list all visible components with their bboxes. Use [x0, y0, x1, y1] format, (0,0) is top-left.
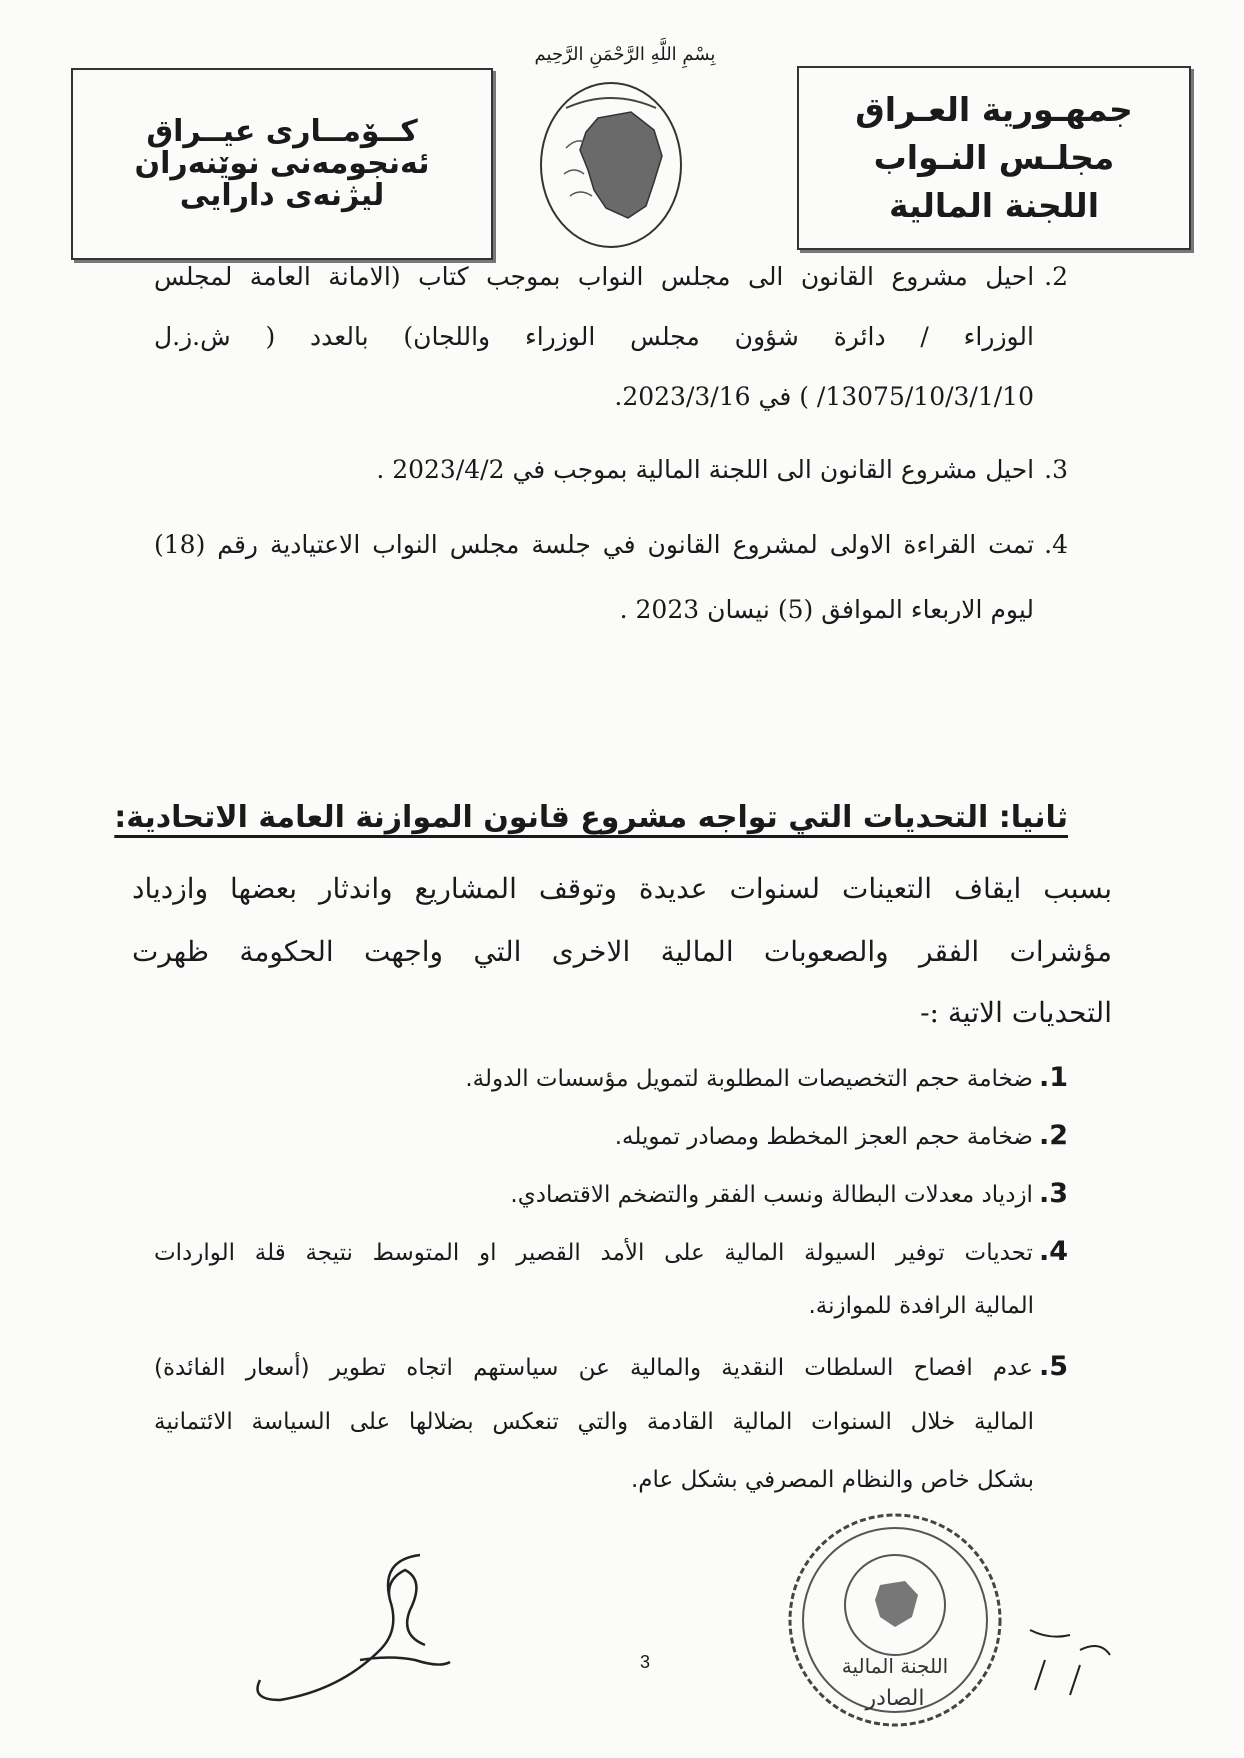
signature-left-icon — [240, 1540, 490, 1710]
challenge-text: تحديات توفير السيولة المالية على الأمد القصير او المتوسط نتيجة قلة الواردات — [154, 1240, 1033, 1266]
intro-line-3: التحديات الاتية :- — [920, 996, 1112, 1029]
item-number: 2. — [1044, 262, 1068, 291]
item-text: تمت القراءة الاولى لمشروع القانون في جلسة مجلس النواب الاعتيادية رقم (18) — [154, 530, 1035, 559]
challenge-1 — [154, 1062, 1068, 1093]
header-kurdish-box — [71, 68, 493, 260]
header-kurdish-line-3: لیژنەی دارایی — [179, 178, 385, 213]
header-kurdish-line-2: ئەنجومەنى نوێنەران — [134, 146, 430, 181]
item-number: 3. — [1044, 455, 1068, 484]
challenge-3 — [154, 1178, 1068, 1209]
item-2-line-1 — [154, 262, 1068, 291]
basmala: بِسْمِ اللَّهِ الرَّحْمَنِ الرَّحِيم — [534, 44, 716, 65]
signature-right-icon — [1010, 1600, 1140, 1710]
item-2-line-3: 13075/10/3/1/10/ ) في 2023/3/16. — [614, 382, 1034, 411]
financial-committee-stamp-icon — [780, 1505, 1010, 1735]
challenge-text: ضخامة حجم العجز المخطط ومصادر تمويله. — [614, 1124, 1033, 1150]
challenge-number: 5. — [1038, 1351, 1068, 1382]
challenge-5-line-2: المالية خلال السنوات المالية القادمة والتي تنعكس بضلالها على السياسة الائتمانية — [154, 1409, 1034, 1435]
challenge-text: ضخامة حجم التخصيصات المطلوبة لتمويل مؤسسات الدولة. — [465, 1066, 1033, 1092]
challenge-4-line-2: المالية الرافدة للموازنة. — [808, 1293, 1034, 1319]
challenge-number: 4. — [1038, 1236, 1068, 1267]
challenge-number: 1. — [1038, 1062, 1068, 1093]
item-text: احيل مشروع القانون الى مجلس النواب بموجب كتاب (الامانة العامة لمجلس — [154, 262, 1035, 291]
item-4-line-1 — [154, 530, 1068, 559]
challenge-text: ازدياد معدلات البطالة ونسب الفقر والتضخم الاقتصادي. — [510, 1182, 1033, 1208]
intro-line-2: مؤشرات الفقر والصعوبات المالية الاخرى التي واجهت الحكومة ظهرت — [132, 935, 1112, 968]
item-number: 4. — [1044, 530, 1068, 559]
challenge-number: 2. — [1038, 1120, 1068, 1151]
header-arabic-line-2: مجلـس النـواب — [873, 138, 1115, 177]
item-3-line-1 — [154, 455, 1068, 484]
challenge-2 — [154, 1120, 1068, 1151]
challenge-5-line-1 — [154, 1351, 1068, 1382]
challenge-number: 3. — [1038, 1178, 1068, 1209]
item-4-line-2: ليوم الاربعاء الموافق (5) نيسان 2023 . — [619, 595, 1034, 624]
section-title: ثانيا: التحديات التي تواجه مشروع قانون الموازنة العامة الاتحادية: — [114, 800, 1068, 835]
header-arabic-line-1: جمهـورية العـراق — [855, 90, 1133, 129]
challenge-text: عدم افصاح السلطات النقدية والمالية عن سياستهم اتجاه تطوير (أسعار الفائدة) — [154, 1355, 1033, 1381]
challenge-4-line-1 — [154, 1236, 1068, 1267]
header-kurdish-line-1: كــۆمــارى عيــراق — [146, 114, 418, 149]
intro-line-1: بسبب ايقاف التعينات لسنوات عديدة وتوقف المشاريع واندثار بعضها وازدياد — [132, 872, 1112, 905]
page-number: 3 — [640, 1652, 651, 1672]
header-arabic-box — [797, 66, 1191, 250]
item-2-line-2: الوزراء / دائرة شؤون مجلس الوزراء واللجان) بالعدد ( ش.ز.ل — [154, 322, 1034, 351]
item-text: احيل مشروع القانون الى اللجنة المالية بموجب في 2023/4/2 . — [376, 455, 1035, 484]
challenge-5-line-3: بشكل خاص والنظام المصرفي بشكل عام. — [630, 1467, 1034, 1493]
stamp-label: اللجنة المالية — [841, 1654, 949, 1678]
header-arabic-line-3: اللجنة المالية — [888, 186, 1100, 225]
stamp-issued-label: الصادر — [865, 1686, 925, 1711]
parliament-emblem-icon — [536, 78, 686, 252]
